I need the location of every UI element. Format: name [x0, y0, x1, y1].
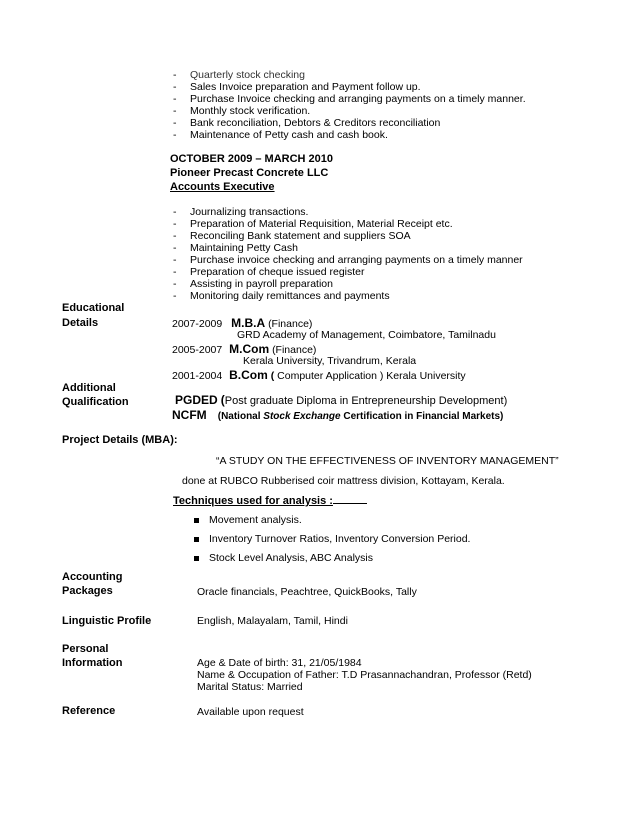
additional-label-line2: Qualification [62, 396, 129, 408]
dash-marker: - [173, 266, 177, 278]
accounting-value [197, 586, 417, 598]
additional-label-line1: Additional [62, 382, 116, 394]
linguistic-value [197, 615, 348, 627]
job-title: Accounts Executive [170, 181, 275, 193]
dash-marker: - [173, 290, 177, 302]
list-item-text: Maintaining Petty Cash [190, 242, 298, 254]
reference-label: Reference [62, 705, 116, 717]
personal-label-line2: Information [62, 657, 123, 669]
list-item-text: Bank reconciliation, Debtors & Creditors reconciliation [190, 117, 441, 129]
dash-marker: - [173, 105, 177, 117]
dash-marker: - [173, 69, 177, 81]
reference-value: Available upon request [197, 706, 304, 718]
list-item-text: Purchase Invoice checking and arranging payments on a timely manner. [190, 93, 526, 105]
linguistic-value-text: English, Malayalam, Tamil, Hindi [197, 615, 348, 627]
square-bullet-icon [194, 518, 199, 523]
education-label-line1: Educational [62, 302, 125, 314]
accounting-label-line2: Packages [62, 585, 113, 597]
accounting-label-line1: Accounting [62, 571, 123, 583]
education-spec: Computer Application [277, 370, 377, 382]
dash-marker: - [173, 278, 177, 290]
education-spec: (Finance) [268, 318, 313, 330]
dash-marker: - [173, 129, 177, 141]
education-spec-close: ) Kerala University [376, 370, 466, 382]
personal-label-line1: Personal [62, 643, 109, 655]
list-item-text: Preparation of Material Requisition, Material Receipt etc. [190, 218, 453, 230]
list-item-text: Assisting in payroll preparation [190, 278, 333, 290]
education-spec: (Finance) [272, 344, 317, 356]
education-years: 2001-2004 [172, 370, 223, 382]
dash-marker: - [173, 218, 177, 230]
pgded-abbr: PGDED [175, 393, 218, 407]
pgded-open: ( [220, 393, 225, 407]
list-item-text: Purchase invoice checking and arranging payments on a timely manner [190, 254, 523, 266]
personal-marital-status: Marital Status: Married [197, 681, 303, 693]
job-company: Pioneer Precast Concrete LLC [170, 167, 329, 179]
education-years: 2007-2009 [172, 318, 223, 330]
list-item-text: Monitoring daily remittances and payments [190, 290, 390, 302]
dash-marker: - [173, 93, 177, 105]
dash-marker: - [173, 206, 177, 218]
list-item-text: Journalizing transactions. [190, 206, 309, 218]
personal-age: Age & Date of birth: 31, 21/05/1984 [197, 657, 362, 669]
list-item-text: Preparation of cheque issued register [190, 266, 365, 278]
list-item [194, 533, 470, 545]
list-item [194, 514, 302, 526]
project-title: “A STUDY ON THE EFFECTIVENESS OF INVENTORY MANAGEMENT” [216, 455, 559, 467]
accounting-value-text: Oracle financials, Peachtree, QuickBooks, Tally [197, 586, 417, 598]
dash-marker: - [173, 117, 177, 129]
pgded-desc: Post graduate Diploma in Entrepreneurship Development) [224, 395, 508, 407]
square-bullet-icon [194, 537, 199, 542]
square-bullet-icon [194, 556, 199, 561]
education-degree: B.Com [229, 368, 268, 382]
education-years: 2005-2007 [172, 344, 223, 356]
education-institution: GRD Academy of Management, Coimbatore, Tamilnadu [237, 329, 496, 341]
list-item-text: Sales Invoice preparation and Payment follow up. [190, 81, 421, 93]
dash-marker: - [173, 230, 177, 242]
project-label: Project Details (MBA): [62, 434, 178, 446]
education-spec-open: ( [267, 370, 278, 382]
list-item-text: Monthly stock verification. [190, 105, 311, 117]
list-item [194, 552, 373, 564]
education-label-line2: Details [62, 317, 99, 329]
dash-marker: - [173, 254, 177, 266]
education-institution: Kerala University, Trivandrum, Kerala [243, 355, 417, 367]
job-period: OCTOBER 2009 – MARCH 2010 [170, 153, 334, 165]
list-item-text: Movement analysis. [209, 514, 302, 526]
dash-marker: - [173, 81, 177, 93]
underline-extension [333, 493, 367, 504]
ncfm-prefix: (National [217, 411, 264, 422]
linguistic-label: Linguistic Profile [62, 615, 152, 627]
education-entry [172, 369, 466, 382]
education-degree: M.B.A [231, 316, 266, 330]
ncfm-suffix: Certification in Financial Markets) [340, 411, 504, 422]
list-item-text: Stock Level Analysis, ABC Analysis [209, 552, 373, 564]
education-degree: M.Com [229, 342, 270, 356]
pgded-line [175, 393, 507, 408]
ncfm-abbr: NCFM [172, 408, 207, 422]
techniques-label-text: Techniques used for analysis : [173, 495, 333, 507]
ncfm-italic: Stock Exchange [263, 411, 341, 422]
techniques-label [173, 493, 367, 508]
list-item-text: Maintenance of Petty cash and cash book. [190, 129, 388, 141]
list-item-text: Reconciling Bank statement and suppliers SOA [190, 230, 411, 242]
dash-marker: - [173, 242, 177, 254]
project-location: done at RUBCO Rubberised coir mattress division, Kottayam, Kerala. [182, 475, 505, 487]
list-item-text: Quarterly stock checking [190, 69, 305, 81]
ncfm-line [172, 408, 503, 424]
list-item-text: Inventory Turnover Ratios, Inventory Conversion Period. [209, 533, 471, 545]
personal-father: Name & Occupation of Father: T.D Prasannachandran, Professor (Retd) [197, 669, 532, 681]
